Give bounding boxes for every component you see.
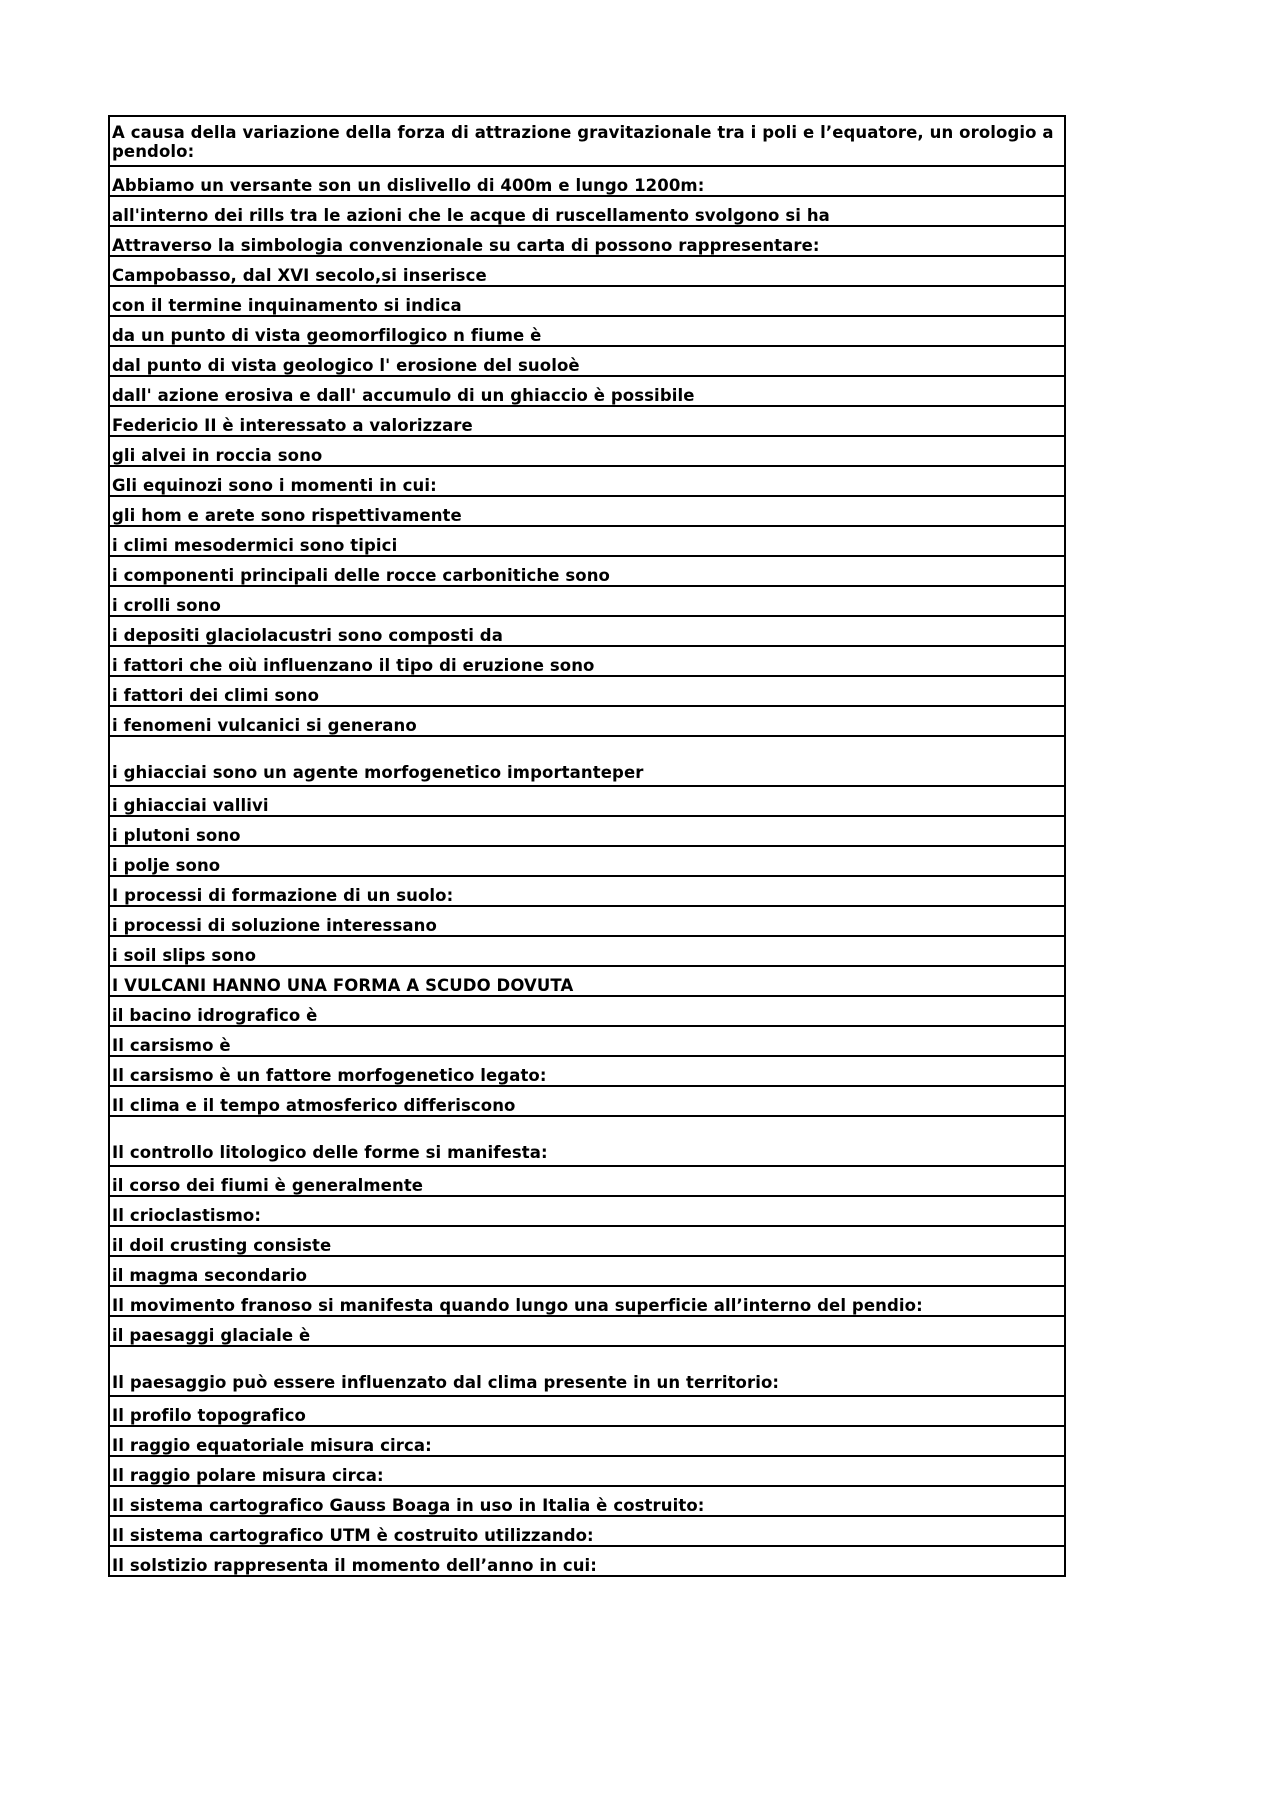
question-cell: I processi di formazione di un suolo:: [109, 876, 1065, 906]
table-row: [109, 616, 1065, 646]
table-row: [109, 116, 1065, 166]
question-cell: Il controllo litologico delle forme si manifesta:: [109, 1116, 1065, 1166]
table-row: [109, 786, 1065, 816]
question-cell: i polje sono: [109, 846, 1065, 876]
table-row: [109, 1166, 1065, 1196]
question-cell: gli alvei in roccia sono: [109, 436, 1065, 466]
table-row: [109, 346, 1065, 376]
question-cell: Il paesaggio può essere influenzato dal clima presente in un territorio:: [109, 1346, 1065, 1396]
table-row: [109, 706, 1065, 736]
question-cell: il paesaggi glaciale è: [109, 1316, 1065, 1346]
question-cell: il corso dei fiumi è generalmente: [109, 1166, 1065, 1196]
question-cell: Il carsismo è un fattore morfogenetico legato:: [109, 1056, 1065, 1086]
table-row: [109, 256, 1065, 286]
table-row: [109, 846, 1065, 876]
question-cell: Il raggio equatoriale misura circa:: [109, 1426, 1065, 1456]
question-cell: con il termine inquinamento si indica: [109, 286, 1065, 316]
table-row: [109, 1056, 1065, 1086]
question-cell: i processi di soluzione interessano: [109, 906, 1065, 936]
question-table: [108, 115, 1066, 1577]
table-row: [109, 1086, 1065, 1116]
question-cell: il doil crusting consiste: [109, 1226, 1065, 1256]
question-cell: Il profilo topografico: [109, 1396, 1065, 1426]
question-cell: Abbiamo un versante son un dislivello di 400m e lungo 1200m:: [109, 166, 1065, 196]
question-cell: i fenomeni vulcanici si generano: [109, 706, 1065, 736]
question-cell: Federicio II è interessato a valorizzare: [109, 406, 1065, 436]
question-cell: da un punto di vista geomorfilogico n fiume è: [109, 316, 1065, 346]
table-row: [109, 646, 1065, 676]
table-row: [109, 1346, 1065, 1396]
table-row: [109, 406, 1065, 436]
question-cell: all'interno dei rills tra le azioni che le acque di ruscellamento svolgono si ha: [109, 196, 1065, 226]
table-row: [109, 996, 1065, 1026]
question-cell: I VULCANI HANNO UNA FORMA A SCUDO DOVUTA: [109, 966, 1065, 996]
question-cell: i fattori che oiù influenzano il tipo di eruzione sono: [109, 646, 1065, 676]
question-cell: Il carsismo è: [109, 1026, 1065, 1056]
table-row: [109, 1026, 1065, 1056]
table-row: [109, 436, 1065, 466]
question-cell: i fattori dei climi sono: [109, 676, 1065, 706]
question-cell: dal punto di vista geologico l' erosione del suoloè: [109, 346, 1065, 376]
table-row: [109, 676, 1065, 706]
question-cell: i ghiacciai sono un agente morfogenetico importanteper: [109, 736, 1065, 786]
table-row: [109, 316, 1065, 346]
table-row: [109, 1316, 1065, 1346]
question-cell: Il movimento franoso si manifesta quando lungo una superficie all’interno del pendio:: [109, 1286, 1065, 1316]
table-row: [109, 1546, 1065, 1576]
table-row: [109, 1116, 1065, 1166]
table-row: [109, 226, 1065, 256]
table-row: [109, 556, 1065, 586]
question-cell: i climi mesodermici sono tipici: [109, 526, 1065, 556]
question-cell: Il sistema cartografico UTM è costruito utilizzando:: [109, 1516, 1065, 1546]
question-cell: i crolli sono: [109, 586, 1065, 616]
table-row: [109, 736, 1065, 786]
table-row: [109, 166, 1065, 196]
table-row: [109, 586, 1065, 616]
table-row: [109, 196, 1065, 226]
table-row: [109, 816, 1065, 846]
table-row: [109, 466, 1065, 496]
question-cell: i plutoni sono: [109, 816, 1065, 846]
table-row: [109, 906, 1065, 936]
table-row: [109, 1286, 1065, 1316]
table-row: [109, 1396, 1065, 1426]
table-row: [109, 1426, 1065, 1456]
table-row: [109, 1486, 1065, 1516]
table-row: [109, 286, 1065, 316]
question-cell: il magma secondario: [109, 1256, 1065, 1286]
question-cell: i ghiacciai vallivi: [109, 786, 1065, 816]
question-cell: Gli equinozi sono i momenti in cui:: [109, 466, 1065, 496]
question-cell: Attraverso la simbologia convenzionale su carta di possono rappresentare:: [109, 226, 1065, 256]
question-cell: Il raggio polare misura circa:: [109, 1456, 1065, 1486]
question-cell: i depositi glaciolacustri sono composti da: [109, 616, 1065, 646]
table-row: [109, 376, 1065, 406]
question-cell: Campobasso, dal XVI secolo,si inserisce: [109, 256, 1065, 286]
table-row: [109, 526, 1065, 556]
table-row: [109, 1516, 1065, 1546]
question-cell: i soil slips sono: [109, 936, 1065, 966]
question-cell: gli hom e arete sono rispettivamente: [109, 496, 1065, 526]
question-cell: Il solstizio rappresenta il momento dell’anno in cui:: [109, 1546, 1065, 1576]
table-row: [109, 1226, 1065, 1256]
question-cell: dall' azione erosiva e dall' accumulo di un ghiaccio è possibile: [109, 376, 1065, 406]
table-row: [109, 876, 1065, 906]
table-row: [109, 1196, 1065, 1226]
question-cell: il bacino idrografico è: [109, 996, 1065, 1026]
table-row: [109, 936, 1065, 966]
question-cell: Il clima e il tempo atmosferico differiscono: [109, 1086, 1065, 1116]
question-cell: Il crioclastismo:: [109, 1196, 1065, 1226]
table-row: [109, 1256, 1065, 1286]
question-table-body: [109, 116, 1065, 1576]
question-cell: A causa della variazione della forza di attrazione gravitazionale tra i poli e l’equatore, un orologio a pendolo:: [109, 116, 1065, 166]
question-cell: Il sistema cartografico Gauss Boaga in uso in Italia è costruito:: [109, 1486, 1065, 1516]
table-row: [109, 1456, 1065, 1486]
table-row: [109, 966, 1065, 996]
table-row: [109, 496, 1065, 526]
question-cell: i componenti principali delle rocce carbonitiche sono: [109, 556, 1065, 586]
